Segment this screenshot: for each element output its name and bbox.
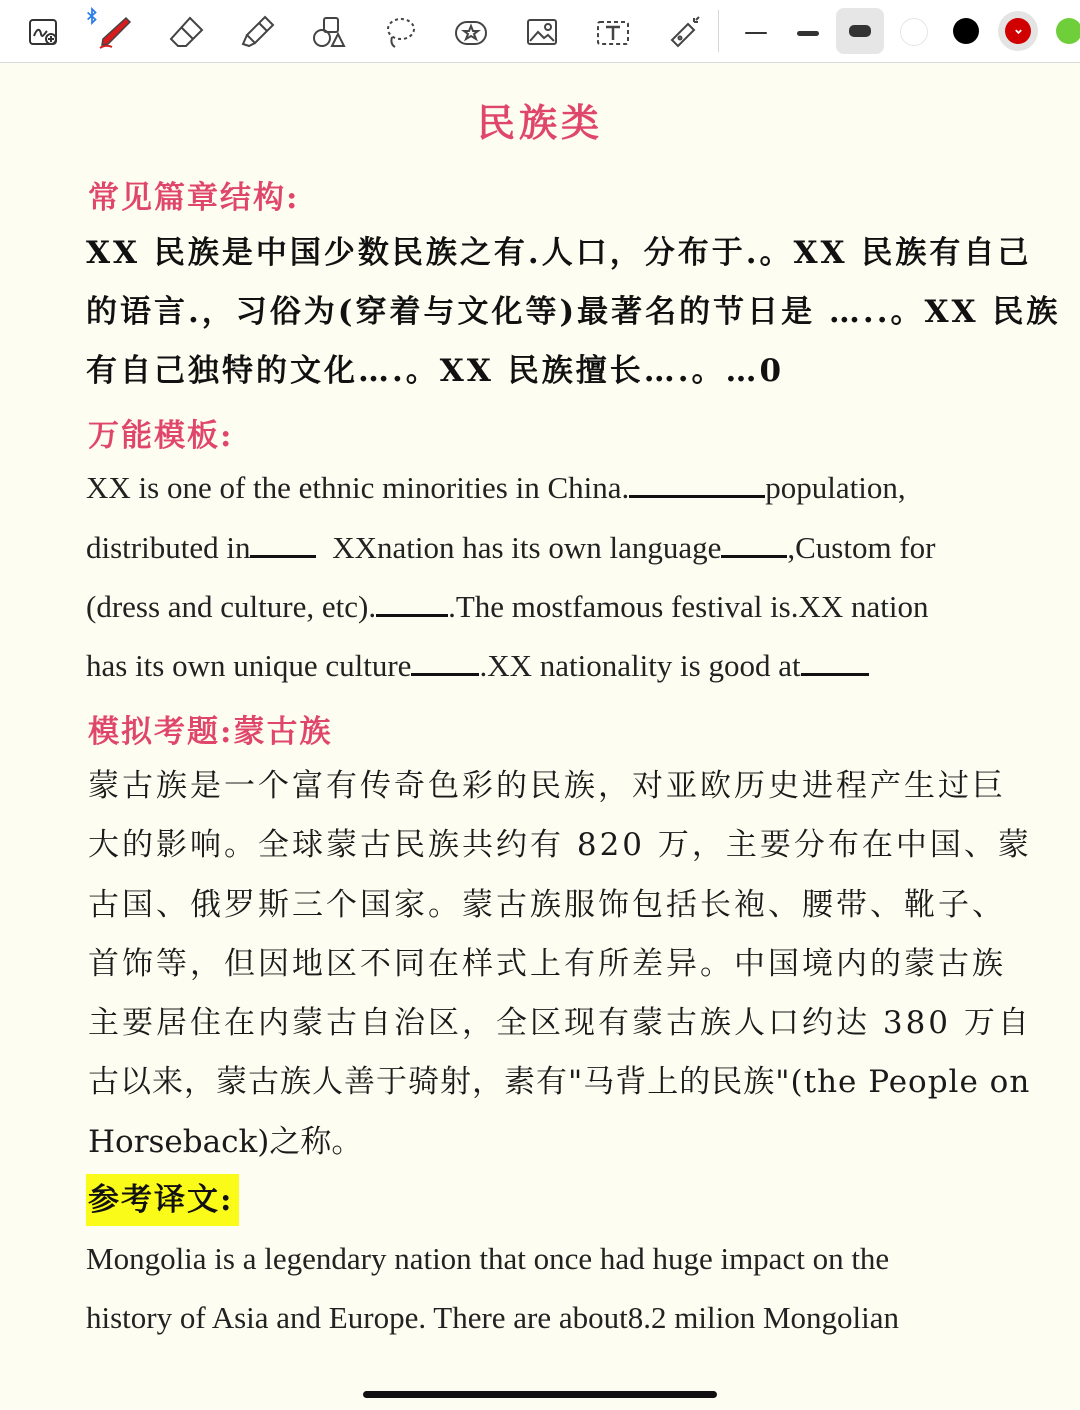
color-black-swatch[interactable] [953, 18, 979, 44]
sticker-icon[interactable] [451, 10, 491, 54]
heading-structure: 常见篇章结构: [88, 180, 300, 216]
highlighter-icon[interactable] [237, 10, 277, 54]
mock-line: 主要居住在内蒙古自治区，全区现有蒙古族人口约达 380 万自 [88, 1005, 1032, 1042]
stroke-thin-button[interactable] [732, 12, 780, 54]
template-text: XX is one of the ethnic minorities in China. [86, 470, 630, 505]
color-white-swatch[interactable] [900, 18, 928, 46]
toolbar-divider [718, 10, 719, 52]
template-text: has its own unique culture [86, 648, 412, 683]
fill-blank [411, 651, 479, 676]
color-red-swatch[interactable] [998, 11, 1038, 51]
fill-blank [629, 473, 765, 498]
fill-blank [376, 592, 448, 617]
mock-line: 大的影响。全球蒙古民族共约有 820 万，主要分布在中国、蒙 [88, 827, 1032, 864]
template-text: XXnation has its own language [324, 530, 722, 565]
mock-line: 古以来，蒙古族人善于骑射，素有"马背上的民族"(the People on [88, 1064, 1031, 1101]
template-line [86, 470, 906, 506]
text-box-icon[interactable] [593, 10, 633, 54]
heading-translation: 参考译文: [86, 1174, 239, 1226]
mock-line: Horseback)之称。 [88, 1123, 363, 1160]
template-text: .The mostfamous festival is.XX nation [448, 589, 929, 624]
mock-line: 蒙古族是一个富有传奇色彩的民族，对亚欧历史进程产生过巨 [88, 768, 1006, 804]
translation-line: history of Asia and Europe. There are about8.2 milion Mongolian [86, 1300, 900, 1335]
chevron-down-icon [1005, 18, 1031, 44]
heading-mock-exam: 模拟考题:蒙古族 [88, 714, 333, 750]
home-indicator[interactable] [363, 1391, 717, 1398]
translation-line: Mongolia is a legendary nation that once had huge impact on the [86, 1241, 890, 1276]
template-line [86, 589, 929, 625]
structure-paragraph [86, 224, 1061, 401]
shapes-icon[interactable] [308, 10, 348, 54]
stroke-medium-button[interactable] [784, 12, 832, 54]
mock-exam-paragraph [88, 757, 1032, 1172]
structure-line: XX 民族是中国少数民族之有.人口，分布于.。XX 民族有自己 [86, 235, 1032, 271]
template-line [86, 648, 869, 684]
template-text: population, [765, 470, 906, 505]
structure-line: 的语言.，习俗为(穿着与文化等)最著名的节日是 …..。XX 民族 [86, 294, 1061, 330]
template-text: ,Custom for [787, 530, 936, 565]
template-text: .XX nationality is good at [479, 648, 801, 683]
mock-line: 首饰等，但因地区不同在样式上有所差异。中国境内的蒙古族 [88, 945, 1006, 982]
page-title: 民族类 [476, 100, 603, 145]
template-text: (dress and culture, etc). [86, 589, 377, 624]
laser-pointer-icon[interactable] [664, 10, 704, 54]
zoom-window-icon[interactable] [24, 10, 64, 54]
color-green-swatch[interactable] [1056, 18, 1080, 44]
annotation-toolbar [0, 0, 1080, 63]
stroke-thick-button[interactable] [836, 8, 884, 54]
structure-line: 有自己独特的文化….。XX 民族擅长….。…0 [86, 353, 785, 389]
image-icon[interactable] [522, 10, 562, 54]
fill-blank [721, 533, 787, 558]
template-text: distributed in [86, 530, 251, 565]
template-line [86, 530, 936, 566]
eraser-icon[interactable] [166, 10, 206, 54]
fill-blank [250, 533, 316, 558]
mock-line: 古国、俄罗斯三个国家。蒙古族服饰包括长袍、腰带、靴子、 [88, 886, 1006, 923]
fill-blank [801, 651, 869, 676]
heading-template: 万能模板: [88, 418, 234, 454]
pen-icon[interactable] [94, 10, 134, 54]
lasso-icon[interactable] [380, 10, 420, 54]
